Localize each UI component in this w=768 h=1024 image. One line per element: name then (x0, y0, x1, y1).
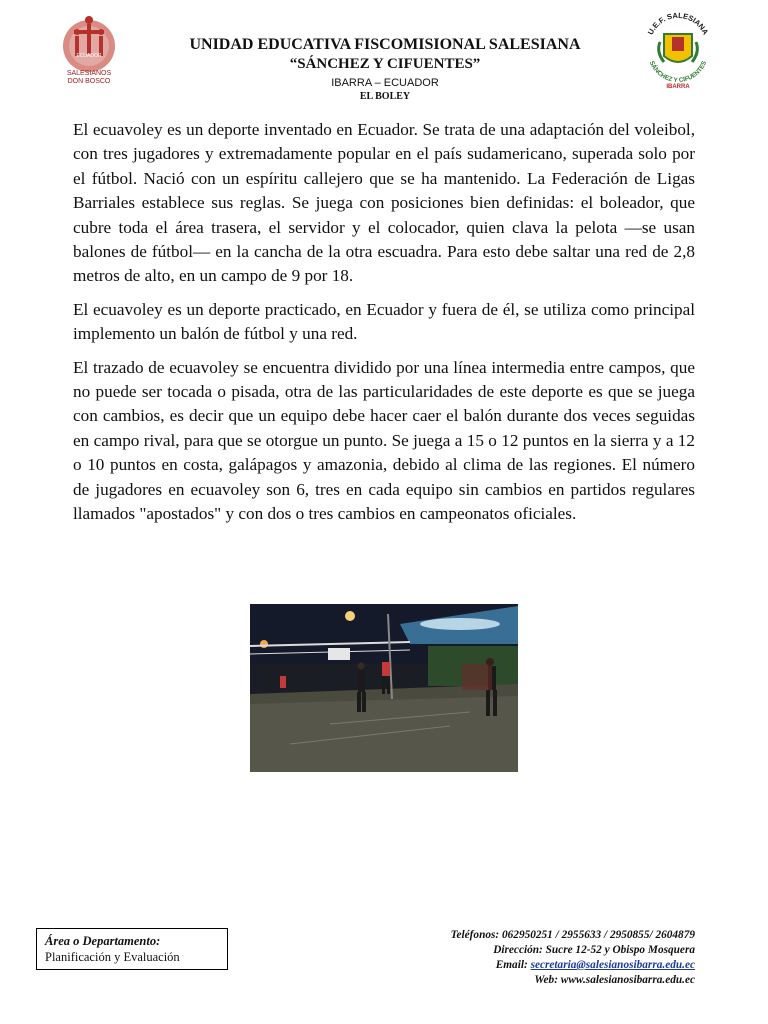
email-link[interactable]: secretaria@salesianosibarra.edu.ec (530, 959, 695, 971)
paragraph-2: El ecuavoley es un deporte practicado, en Ecuador y fuera de él, se utiliza como principal implemento un balón de fútbol y una red. (73, 299, 695, 344)
address-line: Dirección: Sucre 12-52 y Obispo Mosquera (493, 944, 695, 956)
crest-top-text: U.E.F. SALESIANA (645, 12, 711, 37)
paragraph-1: El ecuavoley es un deporte inventado en Ecuador. Se trata de una adaptación del voleibol, con tres jugadores y extremadamente popular en el país sudamericano, superada solo por el fútbol. Nació con un espíritu callejero que se ha mantenido. La Federación de Ligas Barriales establece sus reglas. Se juega con posiciones bien definidas: el boleador, que cubre toda el área trasera, el servidor y el colocador, quien clava la pelota —se usan balones de fútbol— en la cancha de la otra escuadra. Para esto debe saltar una red de 2,8 metros de alto, en un campo de 9 por 18. (73, 120, 695, 286)
department-box (36, 928, 228, 970)
ecuavoley-photo (250, 604, 518, 772)
email-line (380, 958, 695, 973)
department-label: Área o Departamento: (45, 934, 161, 948)
department-value: Planificación y Evaluación (45, 950, 180, 964)
logo-left-line2: DON BOSCO (67, 78, 111, 85)
web-line: Web: www.salesianosibarra.edu.ec (534, 974, 695, 986)
phone-line: Teléfonos: 062950251 / 2955633 / 2950855/ 2604879 (450, 929, 695, 941)
email-label: Email: (495, 959, 528, 971)
salesianos-logo (52, 12, 126, 96)
crest-bottom-text: SÁNCHEZ Y CIFUENTES (647, 60, 709, 85)
logo-left-small-text: ECUADOR (76, 53, 102, 59)
logo-left-line1: SALESIANOS (66, 70, 112, 77)
logo-left-caption (52, 53, 126, 86)
crest-icon (642, 12, 714, 92)
location-line: IBARRA – ECUADOR (331, 77, 439, 89)
crest-city-text: IBARRA (666, 84, 690, 90)
institution-title: UNIDAD EDUCATIVA FISCOMISIONAL SALESIANA (189, 36, 581, 53)
school-name: “SÁNCHEZ Y CIFUENTES” (289, 56, 481, 72)
school-crest (642, 12, 714, 92)
contact-info (380, 928, 695, 988)
ecuavoley-game-image (250, 604, 518, 772)
topic-title: EL BOLEY (359, 91, 411, 102)
salesianos-emblem-icon (52, 12, 126, 72)
svg-text:SÁNCHEZ Y CIFUENTES (648, 60, 708, 84)
article-body (73, 118, 695, 536)
paragraph-3: El trazado de ecuavoley se encuentra dividido por una línea intermedia entre campos, que no puede ser tocada o pisada, otra de las particularidades de este deporte es que se juega con cambios, es decir que un equipo debe hacer caer el balón durante dos veces seguidas en campo rival, para que se otorgue un punto. Se juega a 15 o 12 puntos en la sierra y a 12 o 10 puntos en costa, galápagos y amazonia, debido al clima de las regiones. El número de jugadores en ecuavoley son 6, tres en cada equipo sin cambios en partidos regulares llamados "apostados" y con dos o tres cambios en campeonatos oficiales. (73, 357, 695, 524)
